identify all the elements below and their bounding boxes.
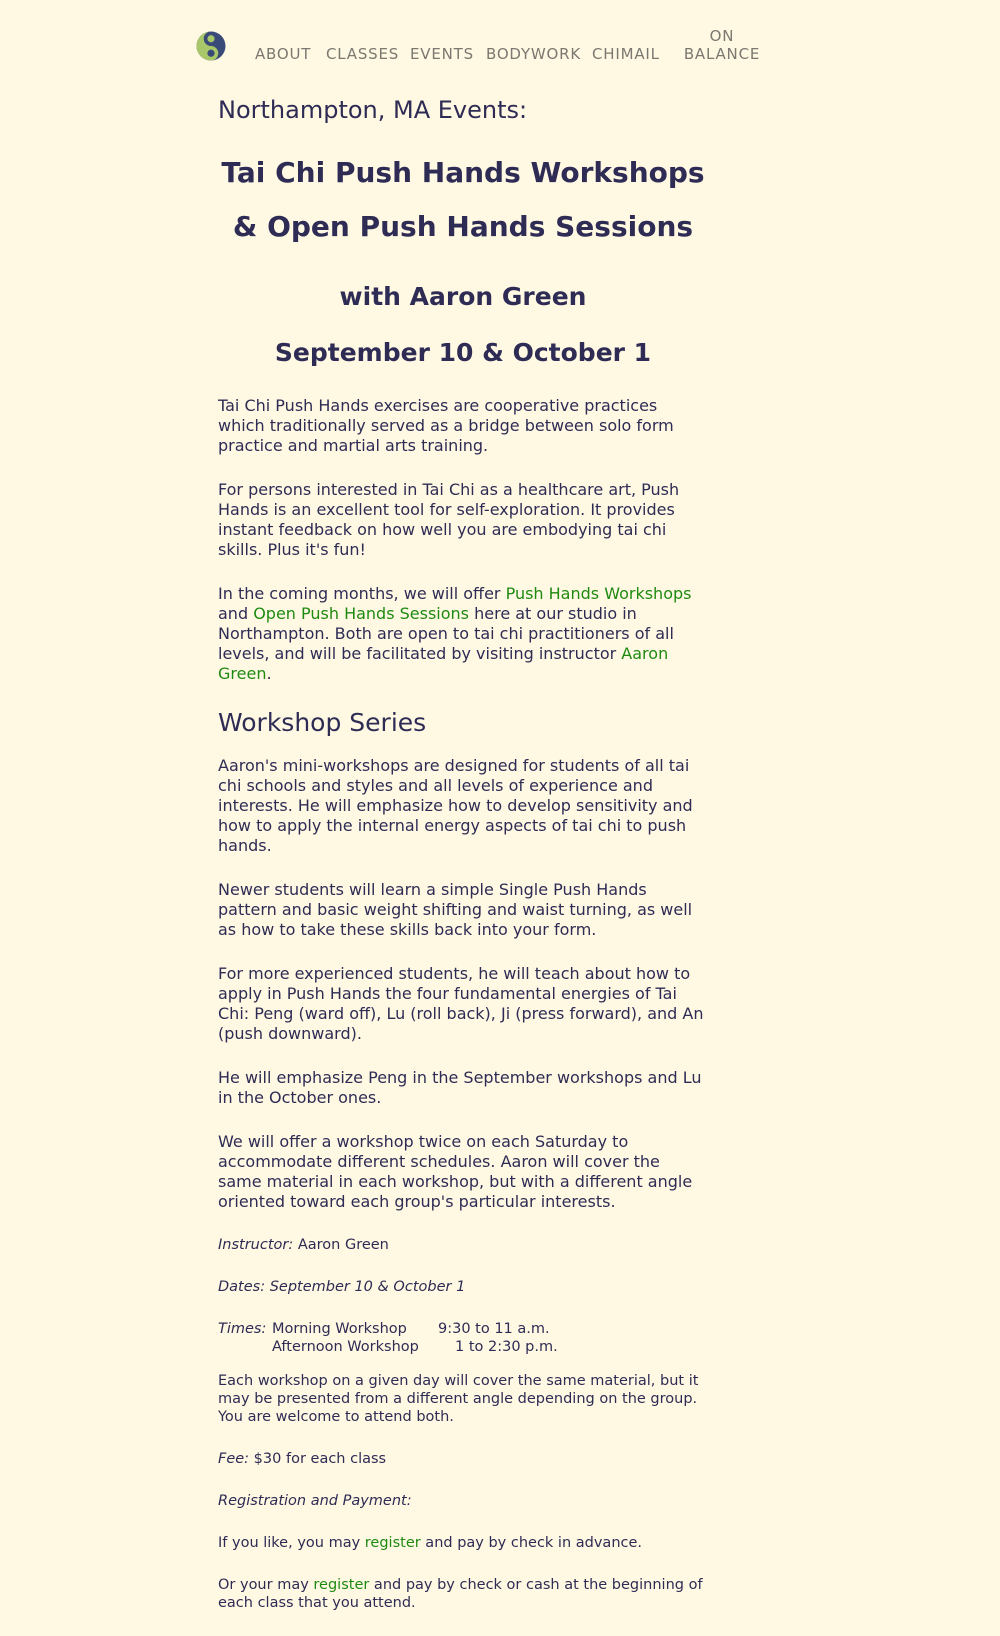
registration-option-2 [218, 1576, 708, 1612]
session-time: 1 to 2:30 p.m. [455, 1339, 558, 1355]
fee-detail [218, 1450, 708, 1468]
push-hands-workshops-link[interactable]: Push Hands Workshops [505, 584, 692, 603]
nav-on-balance[interactable] [676, 27, 768, 63]
register-link-1[interactable]: register [364, 1535, 421, 1551]
times-row [218, 1338, 558, 1356]
nav-chimail[interactable]: CHIMAIL [592, 45, 660, 63]
fee-value: $30 for each class [249, 1451, 387, 1467]
top-nav [0, 0, 1000, 80]
workshop-series-heading: Workshop Series [218, 708, 427, 737]
main-content [218, 88, 708, 1636]
workshop-paragraph-2: Newer students will learn a simple Single Push Hands pattern and basic weight shifting and waist turning, as well as how to take these skills back into your form. [218, 880, 693, 939]
workshop-paragraph-4: He will emphasize Peng in the September workshops and Lu in the October ones. [218, 1068, 702, 1107]
workshop-paragraph-1: Aaron's mini-workshops are designed for students of all tai chi schools and styles and all levels of experience and interests. He will emphasize how to develop sensitivity and how to apply the internal energy aspects of tai chi to push hands. [218, 756, 693, 855]
times-table [218, 1320, 558, 1356]
instructor-value: Aaron Green [293, 1237, 389, 1253]
session-name: Afternoon Workshop [272, 1339, 419, 1355]
reg2-text-a: Or your may [218, 1577, 314, 1593]
reg2-text-b: and pay by check or cash at the beginning of each class that you attend. [218, 1577, 703, 1611]
page-title-line1: Tai Chi Push Hands Workshops [221, 156, 705, 189]
nav-on-balance-line1: ON [709, 27, 735, 45]
intro-paragraph-1: Tai Chi Push Hands exercises are cooperative practices which traditionally served as a bridge between solo form practice and martial arts training. [218, 396, 674, 455]
intro-paragraph-2: For persons interested in Tai Chi as a healthcare art, Push Hands is an excellent tool for self-exploration. It provides instant feedback on how well you are embodying tai chi skills. Plus it's fun! [218, 480, 680, 559]
reg1-text-a: If you like, you may [218, 1535, 365, 1551]
times-row [218, 1320, 558, 1338]
reg1-text-b: and pay by check in advance. [420, 1535, 643, 1551]
intro-text-c: here at our studio in Northampton. Both are open to tai chi practitioners of all levels, and will be facilitated by visiting instructor [218, 604, 674, 663]
instructor-label: Instructor: [218, 1237, 294, 1253]
nav-bodywork[interactable]: BODYWORK [486, 45, 582, 63]
workshop-paragraph-3: For more experienced students, he will teach about how to apply in Push Hands the four fundamental energies of Tai Chi: Peng (ward off), Lu (roll back), Ji (press forward), and An (push downward). [218, 964, 704, 1043]
session-name: Morning Workshop [272, 1321, 407, 1337]
instructor-detail [218, 1236, 708, 1254]
location-heading: Northampton, MA Events: [218, 96, 528, 124]
intro-text-d: . [266, 664, 272, 683]
registration-heading: Registration and Payment: [218, 1493, 412, 1509]
instructor-heading: with Aaron Green [339, 282, 587, 311]
nav-about[interactable]: ABOUT [255, 45, 312, 63]
nav-on-balance-line2: BALANCE [683, 45, 761, 63]
times-label: Times: [218, 1321, 267, 1337]
fee-label: Fee: [218, 1451, 250, 1467]
yin-yang-logo-icon[interactable] [196, 31, 226, 61]
open-push-hands-sessions-link[interactable]: Open Push Hands Sessions [253, 604, 470, 623]
page-title-line2: & Open Push Hands Sessions [232, 210, 694, 243]
aaron-green-link[interactable]: Aaron Green [218, 644, 669, 683]
session-time: 9:30 to 11 a.m. [438, 1321, 550, 1337]
each-workshop-note: Each workshop on a given day will cover the same material, but it may be presented from a different angle depending on the group. You are welcome to attend both. [218, 1373, 699, 1425]
dates-detail: Dates: September 10 & October 1 [218, 1279, 466, 1295]
dates-heading: September 10 & October 1 [274, 338, 652, 367]
intro-paragraph-3 [218, 584, 708, 684]
nav-events[interactable]: EVENTS [410, 45, 474, 63]
intro-text-a: In the coming months, we will offer [218, 584, 506, 603]
workshop-paragraph-5: We will offer a workshop twice on each Saturday to accommodate different schedules. Aaron will cover the same material in each workshop, but with a different angle oriented toward each group's particular interests. [218, 1132, 693, 1211]
nav-classes[interactable]: CLASSES [326, 45, 400, 63]
registration-option-1 [218, 1534, 708, 1552]
intro-text-b: and [218, 604, 254, 623]
times-spacer [218, 1338, 272, 1356]
register-link-2[interactable]: register [313, 1577, 370, 1593]
